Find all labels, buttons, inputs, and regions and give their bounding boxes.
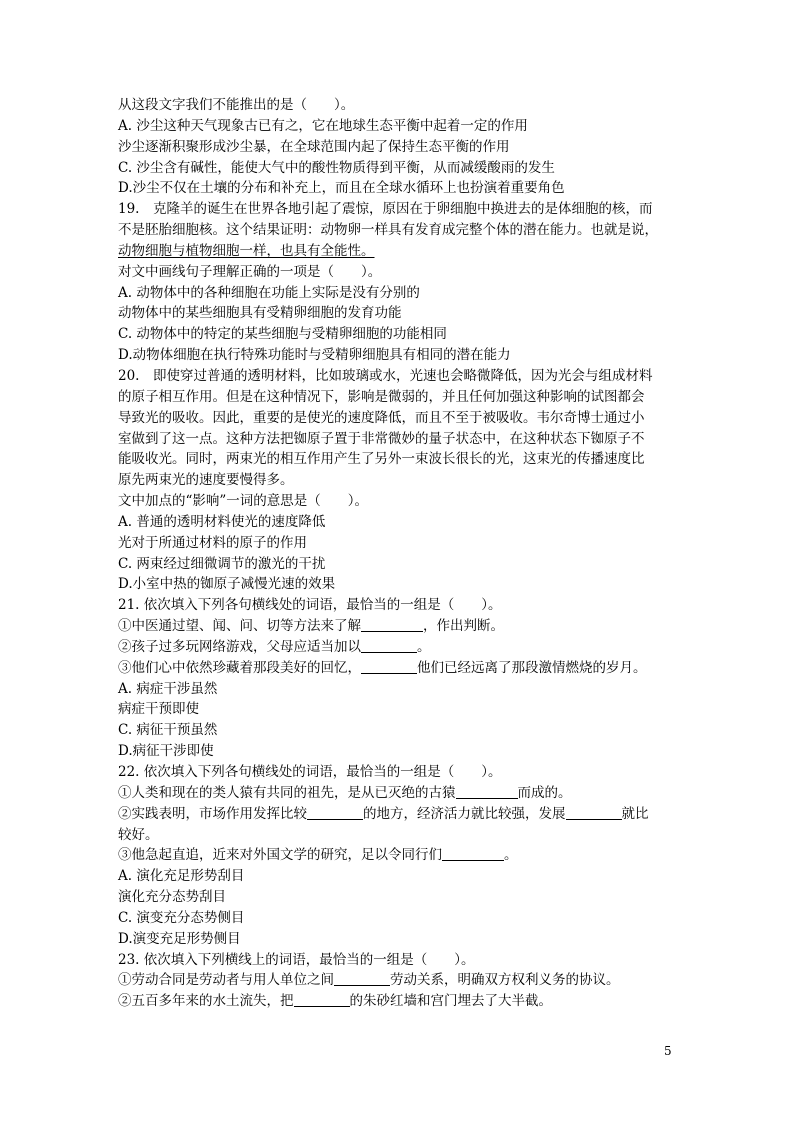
option-c: C. 两束经过细微调节的激光的干扰 (118, 555, 326, 572)
q23-sentence-2 (118, 991, 678, 1012)
page-content (118, 95, 678, 1012)
option-c: C. 沙尘含有碱性，能使大气中的酸性物质得到平衡，从而减缓酸雨的发生 (118, 159, 555, 176)
fill-blank (307, 805, 363, 820)
sentence-text: ①中医通过望、闻、问、切等方法来了解 (118, 618, 361, 635)
fill-blank (361, 659, 417, 674)
q21-stem: 21. 依次填入下列各句横线处的词语，最恰当的一组是（ ）。 (118, 597, 502, 614)
q21-sentence-3 (118, 658, 678, 679)
option-d: D.动物体细胞在执行特殊功能时与受精卵细胞具有相同的潜在能力 (118, 347, 511, 364)
option-d: D.演变充足形势侧目 (118, 930, 241, 947)
option-a: A. 演化充足形势刮目 (118, 868, 245, 885)
option-a: A. 病症干涉虽然 (118, 680, 218, 697)
sentence-text: ③他急起直追，近来对外国文学的研究，足以令同行们 (118, 847, 442, 864)
q22-stem: 22. 依次填入下列各句横线处的词语，最恰当的一组是（ ）。 (118, 764, 502, 780)
sentence-text: 。 (417, 638, 431, 655)
q20-passage-line: 20. 即使穿过普通的透明材料，比如玻璃或水，光速也会略微降低，因为光会与组成材料 (118, 367, 653, 384)
fill-blank (361, 617, 423, 632)
question-stem: 对文中画线句子理解正确的一项是（ ）。 (118, 263, 382, 280)
option-a: A. 沙尘这种天气现象古已有之，它在地球生态平衡中起着一定的作用 (118, 117, 528, 134)
sentence-text: ③他们心中依然珍藏着那段美好的回忆， (118, 659, 361, 676)
q19-passage-line: 19. 克隆羊的诞生在世界各地引起了震惊，原因在于卵细胞中换进去的是体细胞的核，而 (118, 201, 653, 218)
sentence-text: 而成的。 (517, 784, 572, 801)
fill-blank (566, 805, 622, 820)
sentence-text: 的地方，经济活力就比较强，发展 (363, 805, 566, 822)
option-d: D.病征干涉即使 (118, 743, 214, 760)
sentence-text: ②实践表明，市场作用发挥比较 (118, 805, 307, 822)
q22-sentence-1 (118, 783, 678, 804)
fill-blank (442, 846, 504, 861)
fill-blank (334, 971, 390, 986)
q20-passage-line: 导致光的吸收。因此，重要的是使光的速度降低，而且不至于被吸收。韦尔奇博士通过小 (118, 409, 645, 426)
sentence-text: ，作出判断。 (423, 618, 504, 635)
q19-underlined-sentence (118, 241, 678, 262)
sentence-text: 的朱砂红墙和宫门埋去了大半截。 (349, 993, 552, 1010)
sentence-text: ②五百多年来的水土流失，把 (118, 993, 294, 1010)
option-a: A. 动物体中的各种细胞在功能上实际是没有分别的 (118, 284, 420, 301)
q20-passage-line: 原先两束光的速度要慢得多。 (118, 472, 294, 489)
page-number: 5 (664, 1044, 672, 1058)
option-b: 沙尘逐渐积聚形成沙尘暴，在全球范围内起了保持生态平衡的作用 (118, 138, 510, 155)
fill-blank (361, 638, 417, 653)
option-c: C. 演变充分态势侧目 (118, 909, 245, 926)
option-b: 动物体中的某些细胞具有受精卵细胞的发育功能 (118, 305, 402, 322)
q21-sentence-1 (118, 616, 678, 637)
sentence-text: 。 (504, 847, 518, 864)
fill-blank (456, 784, 518, 799)
sentence-text: 他们已经远离了那段激情燃烧的岁月。 (417, 659, 647, 676)
q20-passage-line: 能吸收光。同时，两束光的相互作用产生了另外一束波长很长的光，这束光的传播速度比 (118, 451, 645, 468)
question-stem: 从这段文字我们不能推出的是（ ）。 (118, 97, 355, 113)
q22-sentence-2-cont: 较好。 (118, 826, 159, 843)
q23-stem: 23. 依次填入下列横线上的词语，最恰当的一组是（ ）。 (118, 951, 475, 968)
option-b: 演化充分态势刮目 (118, 889, 226, 906)
q20-passage-line: 的原子相互作用。但是在这种情况下，影响是微弱的，并且任何加强这种影响的试图都会 (118, 388, 645, 405)
option-b: 病症干预即使 (118, 701, 199, 718)
fill-blank (294, 992, 350, 1007)
underlined-text: 动物细胞与植物细胞一样，也具有全能性。 (118, 242, 375, 259)
q19-passage-line: 不是胚胎细胞核。这个结果证明：动物卵一样具有发育成完整个体的潜在能力。也就是说， (118, 222, 658, 239)
option-a: A. 普通的透明材料使光的速度降低 (118, 513, 326, 530)
q22-sentence-3 (118, 845, 678, 866)
sentence-text: 就比 (621, 805, 649, 822)
q21-sentence-2 (118, 637, 678, 658)
sentence-text: ②孩子过多玩网络游戏，父母应适当加以 (118, 638, 361, 655)
option-b: 光对于所通过材料的原子的作用 (118, 534, 307, 551)
sentence-text: ①劳动合同是劳动者与用人单位之间 (118, 972, 334, 989)
q22-sentence-2 (118, 804, 678, 825)
sentence-text: 劳动关系，明确双方权利义务的协议。 (390, 972, 620, 989)
sentence-text: ①人类和现在的类人猿有共同的祖先，是从已灭绝的古猿 (118, 784, 456, 801)
option-c: C. 病征干预虽然 (118, 722, 218, 739)
q23-sentence-1 (118, 970, 678, 991)
option-d: D.小室中热的铷原子减慢光速的效果 (118, 576, 336, 593)
option-c: C. 动物体中的特定的某些细胞与受精卵细胞的功能相同 (118, 326, 447, 343)
q20-passage-line: 室做到了这一点。这种方法把铷原子置于非常微妙的量子状态中，在这种状态下铷原子不 (118, 430, 645, 447)
question-stem: 文中加点的“影响”一词的意思是（ ）。 (118, 493, 369, 510)
option-d: D.沙尘不仅在土壤的分布和补充上，而且在全球水循环上也扮演着重要角色 (118, 180, 565, 197)
